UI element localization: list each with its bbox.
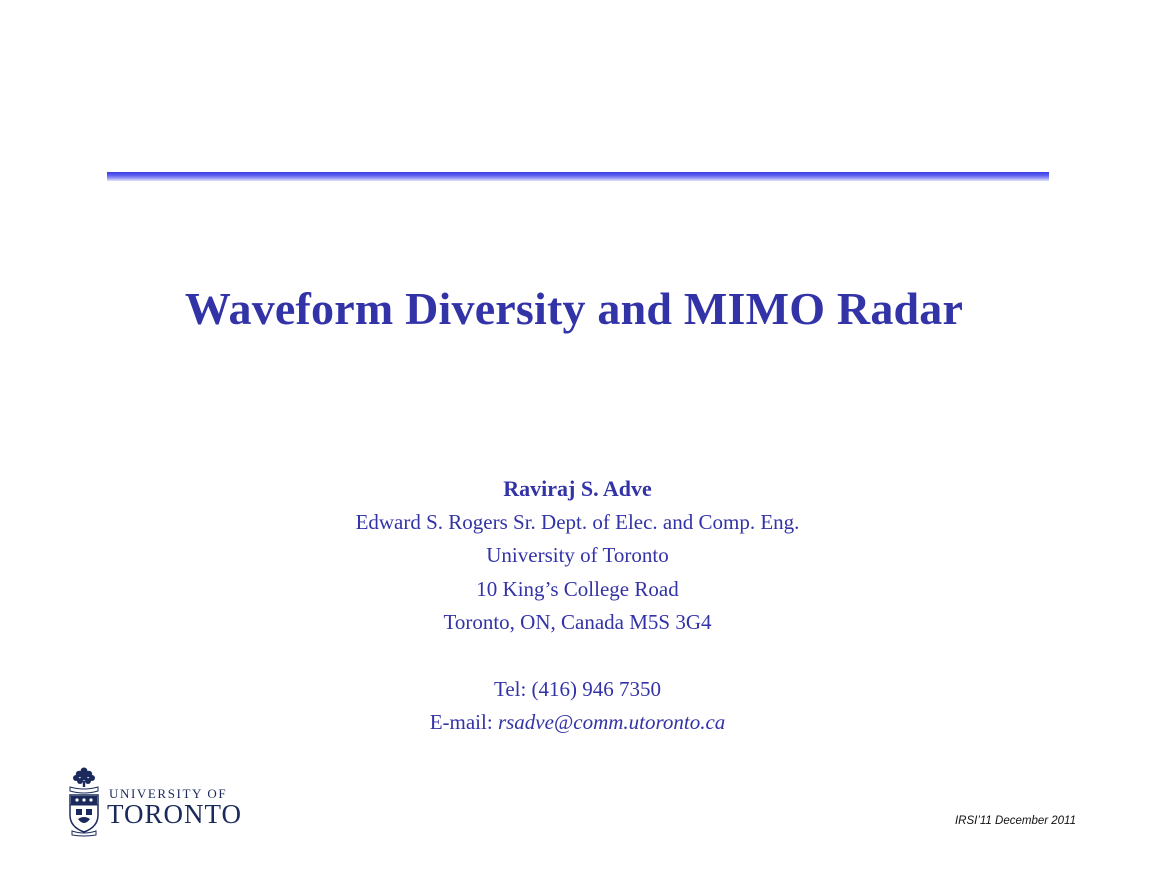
logo-line2: TORONTO bbox=[107, 799, 243, 829]
author-name: Raviraj S. Adve bbox=[503, 476, 652, 501]
email-link[interactable]: rsadve@comm.utoronto.ca bbox=[497, 710, 726, 734]
author-city: Toronto, ON, Canada M5S 3G4 bbox=[443, 610, 712, 634]
author-department: Edward S. Rogers Sr. Dept. of Elec. and Comp. Eng. bbox=[355, 509, 800, 534]
author-email-line bbox=[0, 706, 1155, 740]
author-block bbox=[0, 472, 1155, 740]
author-university: University of Toronto bbox=[486, 543, 669, 567]
university-logo bbox=[66, 765, 266, 840]
footer-text: IRSI’11 December 2011 bbox=[954, 815, 1076, 827]
spacer bbox=[0, 640, 1155, 673]
author-tel: Tel: (416) 946 7350 bbox=[493, 676, 662, 701]
author-street: 10 King’s College Road bbox=[476, 576, 679, 601]
title-rule bbox=[107, 172, 1049, 181]
logo-line1: UNIVERSITY OF bbox=[109, 786, 228, 801]
email-label: E-mail: bbox=[429, 710, 498, 734]
university-crest-icon bbox=[66, 765, 102, 837]
slide-title: Waveform Diversity and MIMO Radar bbox=[184, 283, 964, 334]
